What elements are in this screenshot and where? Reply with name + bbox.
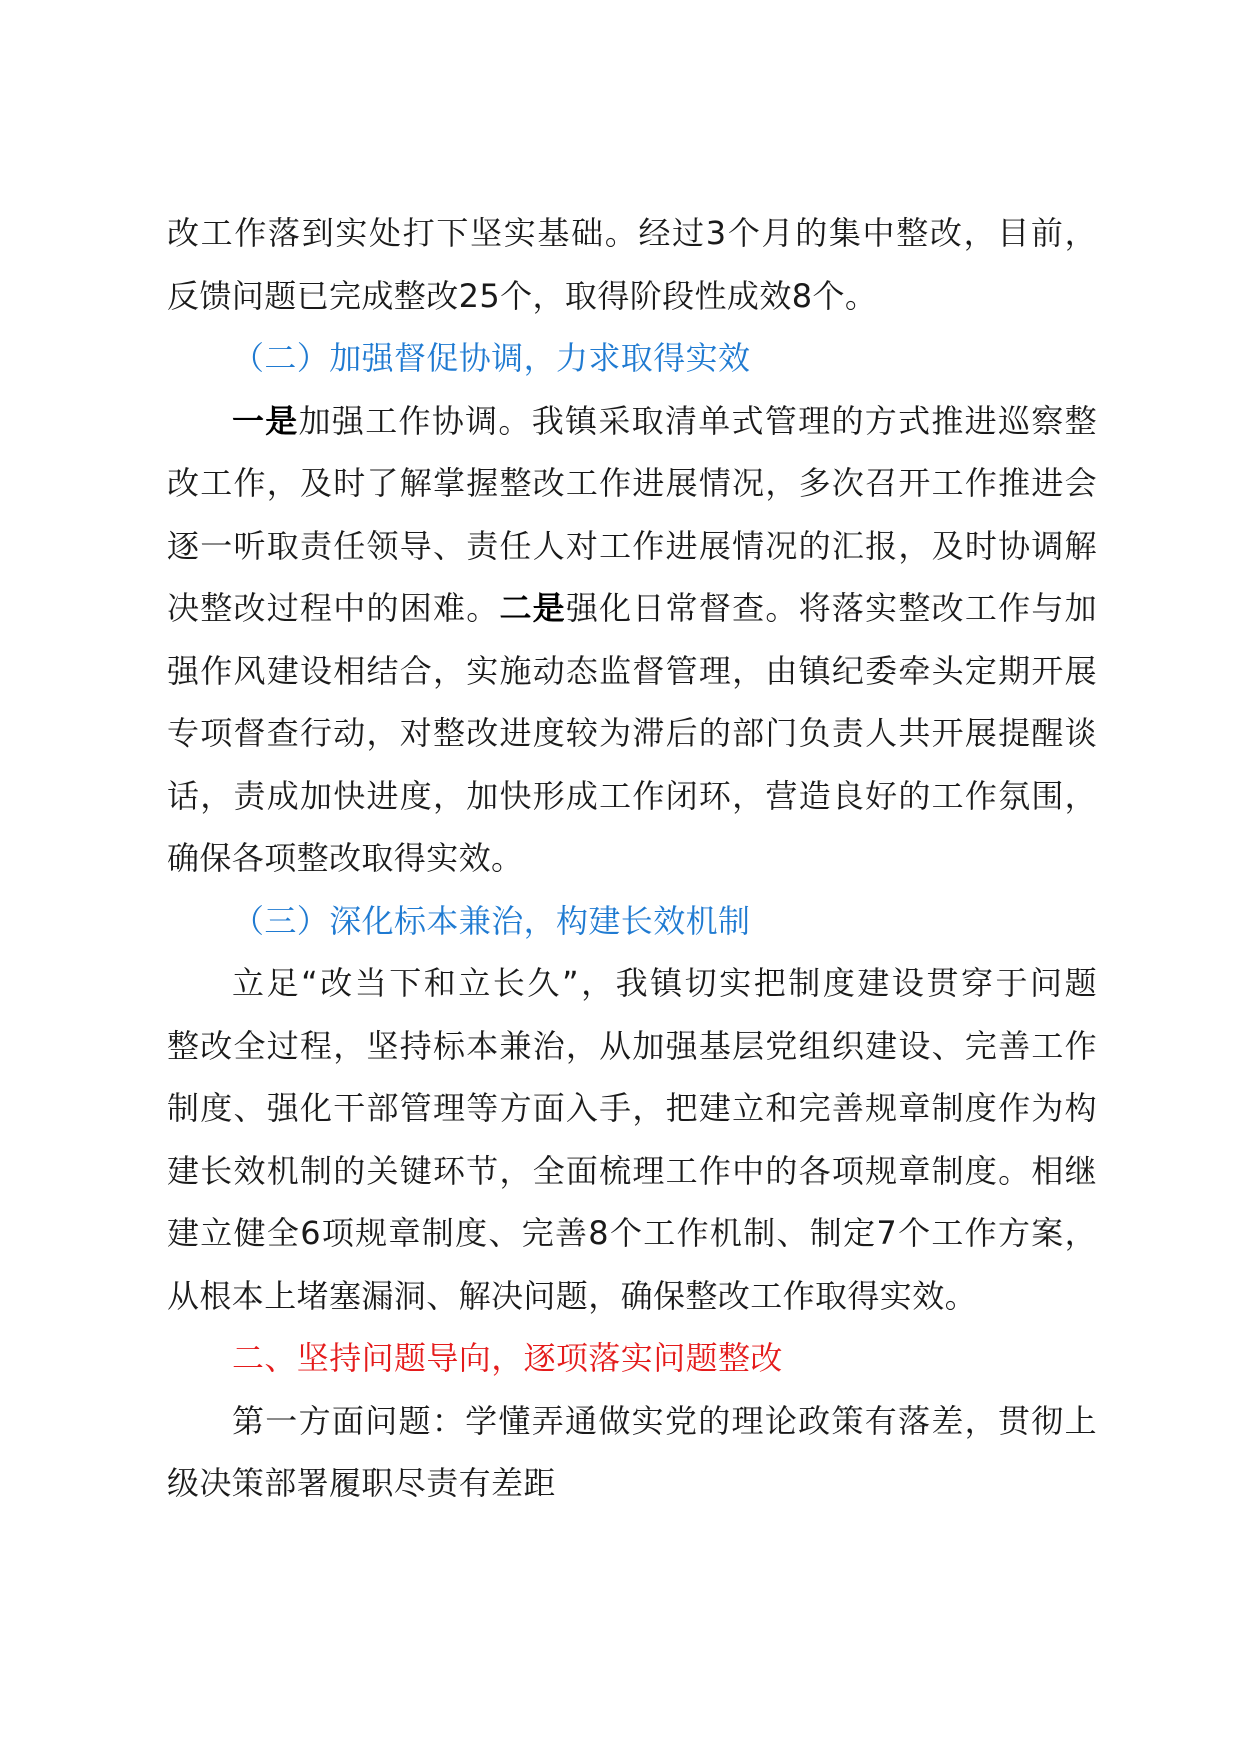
paragraph-line: 建立健全6项规章制度、完善8个工作机制、制定7个工作方案， bbox=[167, 1214, 1097, 1252]
paragraph-line: 级决策部署履职尽责有差距 bbox=[167, 1464, 556, 1502]
bold-lead: 二是 bbox=[499, 589, 566, 627]
paragraph-line: 话，责成加快进度，加快形成工作闭环，营造良好的工作氛围， bbox=[167, 776, 1097, 815]
paragraph-line: 制度、强化干部管理等方面入手，把建立和完善规章制度作为构 bbox=[167, 1089, 1097, 1127]
paragraph-line: 逐一听取责任领导、责任人对工作进展情况的汇报，及时协调解 bbox=[167, 526, 1097, 565]
document-page bbox=[167, 202, 1097, 1515]
text-run: 强化日常督查。将落实整改工作与加 bbox=[565, 589, 1097, 627]
paragraph-line: 立足“改当下和立长久”，我镇切实把制度建设贯穿于问题 bbox=[232, 964, 1097, 1002]
paragraph-line bbox=[167, 577, 1097, 640]
section-heading: 二、坚持问题导向，逐项落实问题整改 bbox=[232, 1339, 783, 1377]
paragraph-line bbox=[167, 390, 1097, 453]
text-run: 加强工作协调。我镇采取清单式管理的方式推进巡察整 bbox=[298, 401, 1097, 440]
subheading-3: （三）深化标本兼治，构建长效机制 bbox=[232, 901, 751, 940]
paragraph-line: 确保各项整改取得实效。 bbox=[167, 839, 524, 877]
paragraph-line: 改工作，及时了解掌握整改工作进展情况，多次召开工作推进会 bbox=[167, 464, 1097, 502]
paragraph-line: 强作风建设相结合，实施动态监督管理，由镇纪委牵头定期开展 bbox=[167, 651, 1097, 690]
paragraph-line: 从根本上堵塞漏洞、解决问题，确保整改工作取得实效。 bbox=[167, 1276, 978, 1315]
subheading-2: （二）加强督促协调，力求取得实效 bbox=[232, 339, 751, 377]
paragraph-line: 第一方面问题：学懂弄通做实党的理论政策有落差，贯彻上 bbox=[232, 1401, 1097, 1440]
paragraph-line: 改工作落到实处打下坚实基础。经过3个月的集中整改，目前， bbox=[167, 214, 1097, 252]
text-run: 决整改过程中的困难。 bbox=[167, 589, 500, 627]
paragraph-line: 反馈问题已完成整改25个，取得阶段性成效8个。 bbox=[167, 276, 878, 315]
paragraph-line: 专项督查行动，对整改进度较为滞后的部门负责人共开展提醒谈 bbox=[167, 714, 1097, 752]
bold-lead: 一是 bbox=[232, 401, 299, 440]
paragraph-line: 建长效机制的关键环节，全面梳理工作中的各项规章制度。相继 bbox=[167, 1151, 1097, 1190]
paragraph-line: 整改全过程，坚持标本兼治，从加强基层党组织建设、完善工作 bbox=[167, 1026, 1097, 1065]
